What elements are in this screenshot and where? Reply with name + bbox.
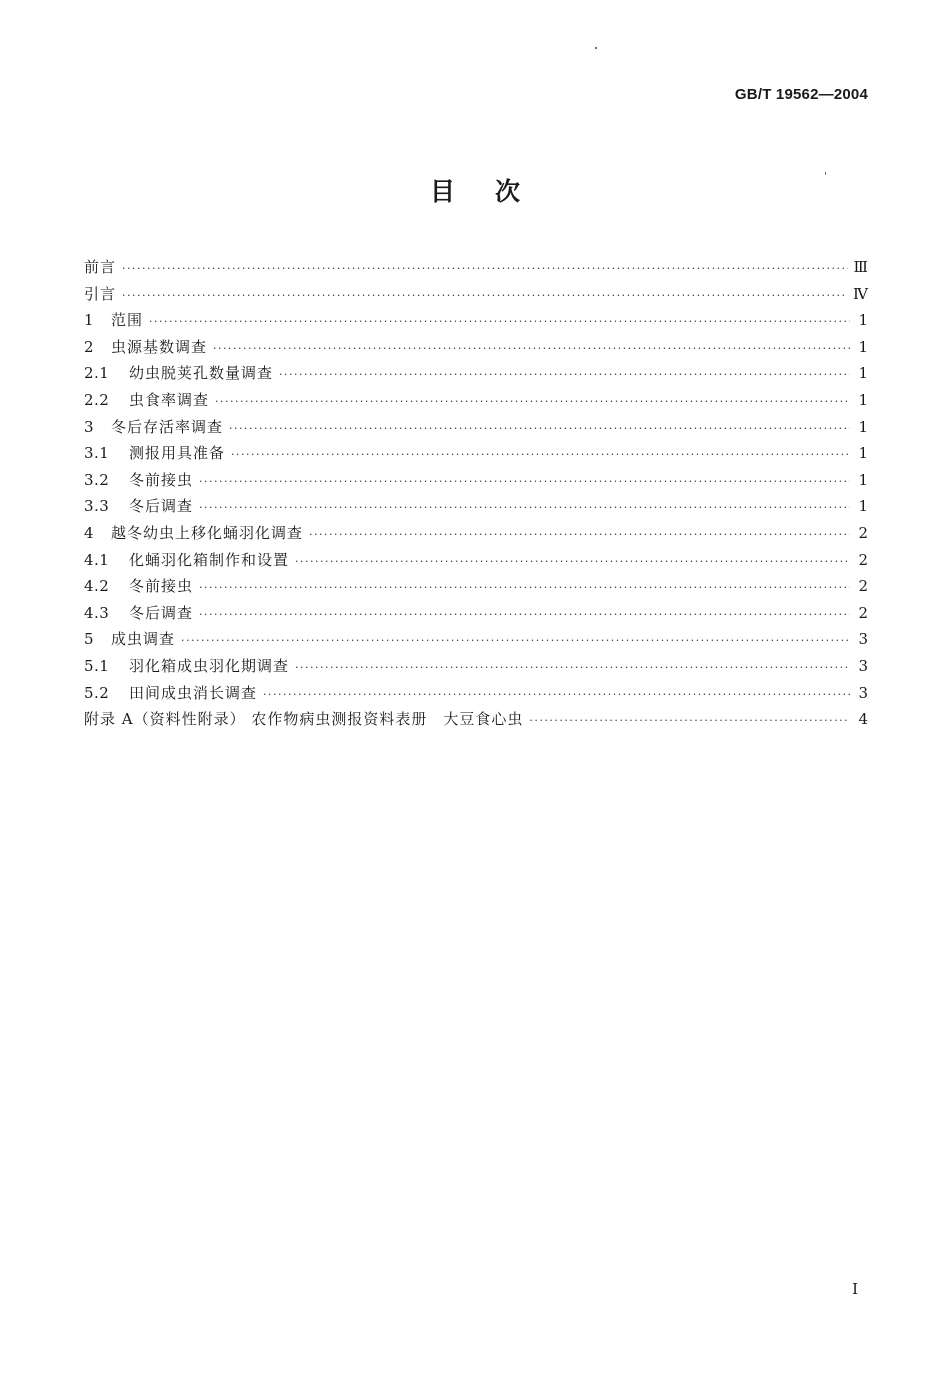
toc-leader-dots: [231, 442, 850, 469]
toc-entry[interactable]: [84, 600, 868, 627]
toc-leader-dots: [295, 549, 850, 576]
toc-entry-page: Ⅳ: [853, 284, 868, 303]
toc-entry-number: 3.1: [84, 444, 110, 463]
page-title: [0, 172, 950, 208]
toc-leader-dots: [229, 416, 850, 443]
toc-entry-number: 5: [84, 630, 95, 649]
toc-entry-page: 3: [858, 683, 868, 702]
toc-entry-number: 3: [84, 417, 95, 436]
toc-entry-label: 前言: [84, 258, 117, 276]
toc-entry-number: 4: [84, 523, 95, 542]
toc-entry-page: 2: [858, 523, 868, 542]
toc-leader-dots: [295, 655, 850, 682]
toc-leader-dots: [279, 362, 850, 389]
toc-entry[interactable]: [84, 281, 868, 308]
page-title-char: 次: [495, 177, 521, 206]
toc-entry-label: 冬后存活率调查: [111, 417, 224, 436]
toc-entry[interactable]: [84, 653, 868, 680]
toc-leader-dots: [263, 682, 850, 709]
toc-entry-label: 越冬幼虫上移化蛹羽化调查: [111, 523, 304, 542]
toc-leader-dots: [122, 256, 848, 283]
table-of-contents: [84, 254, 868, 733]
toc-entry-label: 范围: [111, 311, 144, 330]
toc-entry-number: 5.1: [84, 656, 110, 675]
toc-entry-page: 3: [858, 656, 868, 675]
toc-entry[interactable]: [84, 626, 868, 653]
toc-entry[interactable]: [84, 493, 868, 520]
toc-entry-number: 4.1: [84, 550, 110, 569]
toc-entry-number: 2.2: [84, 390, 110, 409]
toc-entry-label: 冬前接虫: [129, 577, 194, 596]
toc-entry[interactable]: [84, 360, 868, 387]
toc-entry-number: 4.2: [84, 577, 110, 596]
toc-entry-number: 2.1: [84, 364, 110, 383]
toc-leader-dots: [181, 628, 850, 655]
toc-entry-label: 成虫调查: [111, 630, 176, 649]
page-number: I: [852, 1280, 858, 1298]
toc-entry-label: 引言: [84, 284, 117, 303]
toc-entry-number: 2: [84, 337, 95, 356]
toc-leader-dots: [213, 336, 850, 363]
toc-entry-page: Ⅲ: [853, 258, 868, 276]
toc-entry-number: 1: [84, 311, 95, 330]
toc-entry-label: 冬前接虫: [129, 470, 194, 489]
toc-entry-number: 4.3: [84, 603, 110, 622]
toc-entry-number: 5.2: [84, 683, 110, 702]
toc-entry-number: 3.3: [84, 497, 110, 516]
toc-entry-page: 1: [858, 364, 868, 383]
toc-entry[interactable]: [84, 520, 868, 547]
toc-entry-page: 1: [858, 470, 868, 489]
toc-leader-dots: [149, 309, 850, 336]
standard-code: GB/T 19562—2004: [734, 86, 868, 103]
toc-leader-dots: [309, 522, 850, 549]
toc-entry-label: 化蛹羽化箱制作和设置: [129, 550, 290, 569]
toc-entry[interactable]: [84, 254, 868, 281]
toc-entry[interactable]: [84, 680, 868, 707]
toc-entry-page: 1: [858, 311, 868, 330]
toc-leader-dots: [199, 575, 850, 602]
toc-entry[interactable]: [84, 467, 868, 494]
toc-entry-page: 1: [858, 497, 868, 516]
toc-entry-page: 1: [858, 337, 868, 356]
toc-entry-label: 冬后调查: [129, 497, 194, 516]
toc-entry-label: 虫食率调查: [129, 390, 210, 409]
toc-leader-dots: [199, 602, 850, 629]
scan-speck: [595, 47, 597, 49]
toc-leader-dots: [199, 469, 850, 496]
page-title-char: 目: [429, 177, 455, 206]
toc-entry[interactable]: [84, 547, 868, 574]
toc-entry[interactable]: [84, 414, 868, 441]
toc-entry-number: 3.2: [84, 470, 110, 489]
toc-entry-page: 1: [858, 417, 868, 436]
toc-entry[interactable]: [84, 440, 868, 467]
toc-entry[interactable]: [84, 334, 868, 361]
toc-entry-label: 幼虫脱荚孔数量调查: [129, 364, 274, 383]
toc-leader-dots: [122, 283, 847, 310]
toc-leader-dots: [529, 708, 850, 735]
toc-entry-page: 3: [858, 630, 868, 649]
toc-entry-page: 1: [858, 390, 868, 409]
toc-entry-label: 测报用具准备: [129, 444, 226, 463]
toc-entry-page: 2: [858, 603, 868, 622]
toc-entry-label: 羽化箱成虫羽化期调查: [129, 656, 290, 675]
toc-entry-label: 虫源基数调查: [111, 337, 208, 356]
toc-entry[interactable]: [84, 307, 868, 334]
toc-entry[interactable]: [84, 706, 868, 733]
toc-entry[interactable]: [84, 573, 868, 600]
toc-entry-page: 4: [858, 710, 868, 729]
toc-entry[interactable]: [84, 387, 868, 414]
toc-entry-page: 2: [858, 550, 868, 569]
toc-entry-label: 田间成虫消长调查: [129, 683, 258, 702]
toc-entry-label: 冬后调查: [129, 603, 194, 622]
toc-entry-label: 附录 A（资料性附录） 农作物病虫测报资料表册 大豆食心虫: [84, 710, 524, 729]
toc-leader-dots: [215, 389, 850, 416]
toc-leader-dots: [199, 495, 850, 522]
toc-entry-page: 2: [858, 577, 868, 596]
toc-entry-page: 1: [858, 444, 868, 463]
